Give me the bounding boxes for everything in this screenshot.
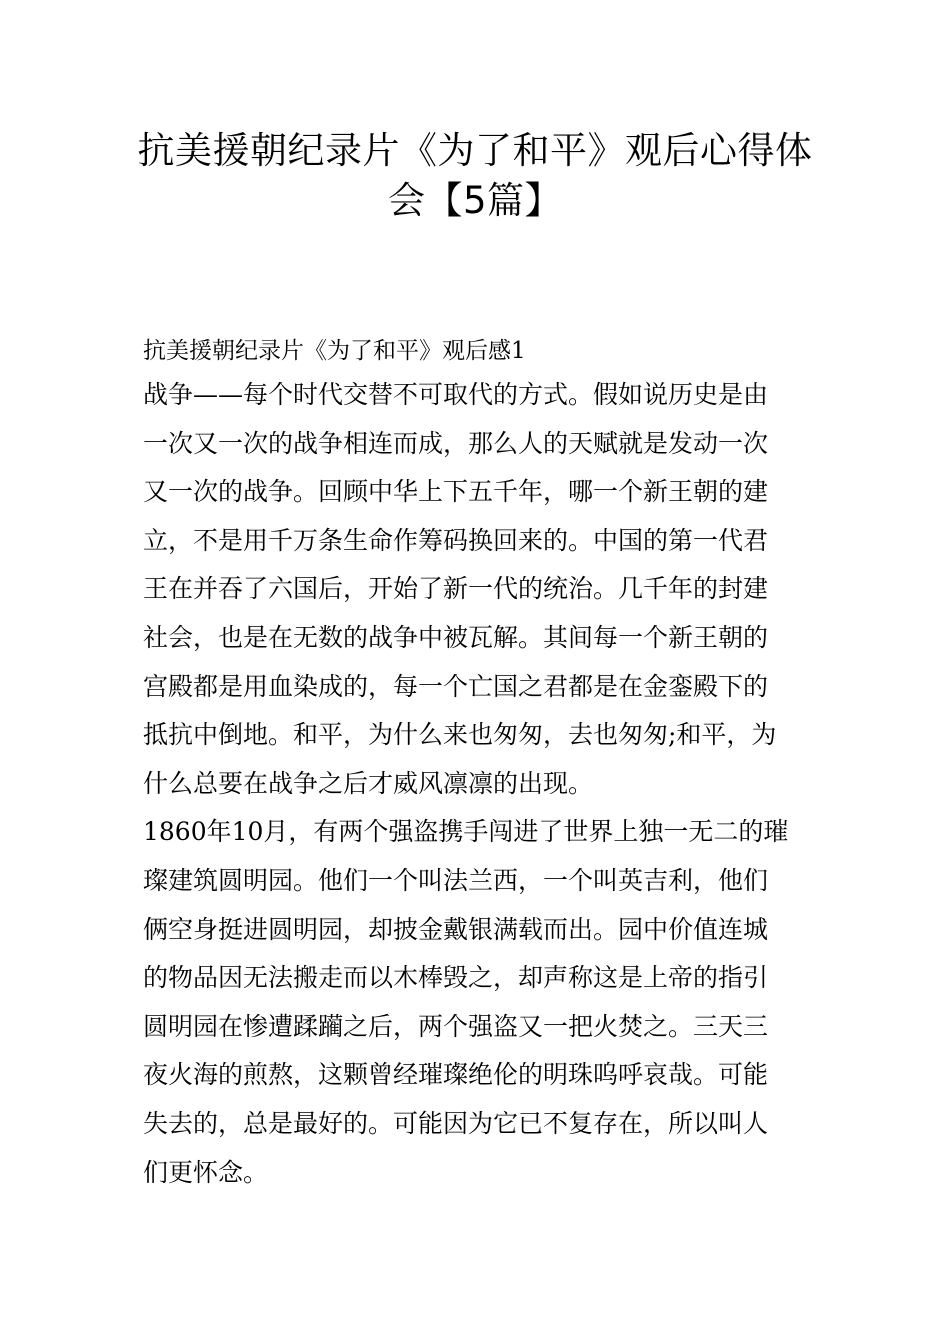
- paragraph-line: 的物品因无法搬走而以木棒毁之，却声称这是上帝的指引: [143, 963, 769, 993]
- paragraph-line: 夜火海的煎熬，这颗曾经璀璨绝伦的明珠呜呼哀哉。可能: [143, 1060, 769, 1090]
- document-title: [120, 126, 830, 226]
- section-heading: 抗美援朝纪录片《为了和平》观后感1: [143, 338, 526, 364]
- document-body: [143, 332, 809, 1197]
- paragraph-line: 圆明园在惨遭蹂躏之后，两个强盗又一把火焚之。三天三: [143, 1011, 769, 1041]
- paragraph-line: 璨建筑圆明园。他们一个叫法兰西，一个叫英吉利，他们: [143, 865, 769, 895]
- paragraph-line: 宫殿都是用血染成的，每一个亡国之君都是在金銮殿下的: [143, 671, 769, 701]
- title-line-2: 会【5篇】: [387, 179, 563, 222]
- paragraph-2: [143, 808, 809, 1197]
- paragraph-line: 立，不是用千万条生命作筹码换回来的。中国的第一代君: [143, 525, 769, 555]
- paragraph-line: 什么总要在战争之后才威风凛凛的出现。: [143, 768, 594, 798]
- paragraph-line: 战争——每个时代交替不可取代的方式。假如说历史是由: [143, 380, 769, 409]
- title-line-1: 抗美援朝纪录片《为了和平》观后心得体: [137, 129, 813, 172]
- paragraph-line: 社会，也是在无数的战争中被瓦解。其间每一个新王朝的: [143, 622, 769, 652]
- paragraph-line: 王在并吞了六国后，开始了新一代的统治。几千年的封建: [143, 574, 769, 604]
- paragraph-line: 1860年10月，有两个强盗携手闯进了世界上独一无二的璀: [143, 817, 789, 847]
- paragraph-line: 失去的，总是最好的。可能因为它已不复存在，所以叫人: [143, 1108, 769, 1138]
- paragraph-1: [143, 371, 809, 808]
- paragraph-line: 俩空身挺进圆明园，却披金戴银满载而出。园中价值连城: [143, 914, 769, 944]
- paragraph-line: 们更怀念。: [143, 1157, 269, 1187]
- paragraph-line: 抵抗中倒地。和平，为什么来也匆匆，去也匆匆;和平，为: [143, 720, 777, 750]
- paragraph-line: 又一次的战争。回顾中华上下五千年，哪一个新王朝的建: [143, 477, 769, 507]
- paragraph-line: 一次又一次的战争相连而成，那么人的天赋就是发动一次: [143, 428, 769, 458]
